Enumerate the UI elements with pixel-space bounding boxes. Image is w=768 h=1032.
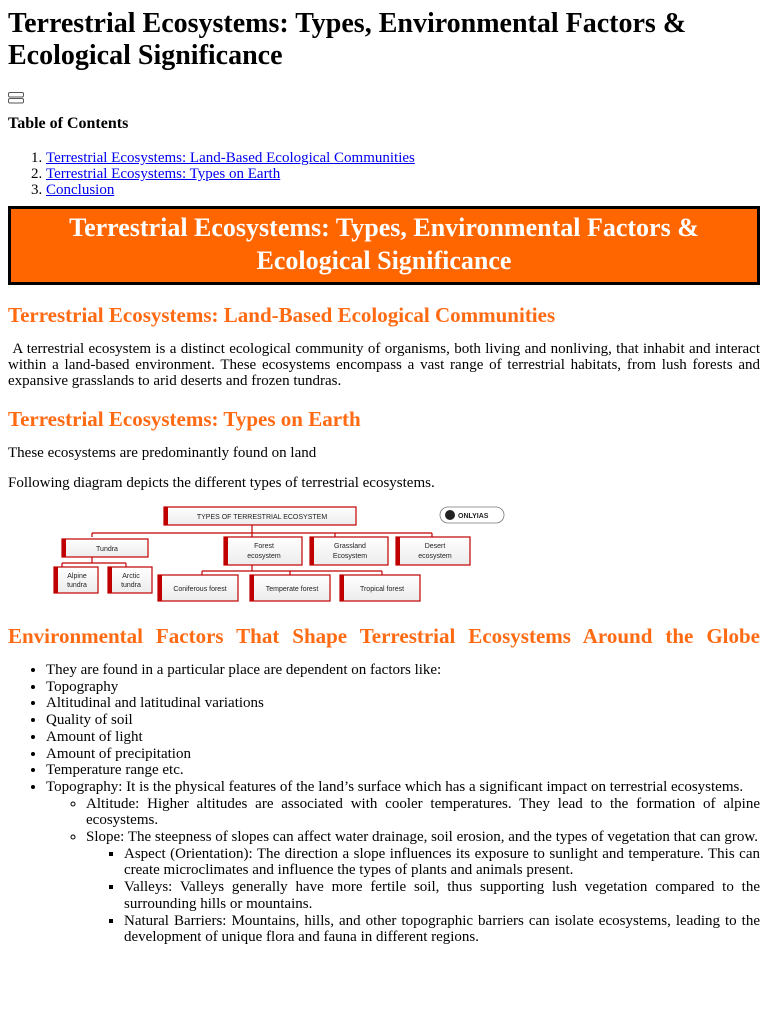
section-heading-land-based: Terrestrial Ecosystems: Land-Based Ecological Communities	[8, 303, 556, 327]
toc-toggle-icon[interactable]	[8, 92, 24, 104]
sub-list-item: ◦ Altitude: Higher altitudes are associated with cooler temperatures. They lead to the formation of alpine ecosystems.	[86, 796, 760, 829]
toc-link-types[interactable]: Terrestrial Ecosystems: Types on Earth	[46, 166, 281, 182]
subsub-list-item: ▪ Valleys: Valleys generally have more fertile soil, thus supporting lush vegetation compared to the surrounding hills or mountains.	[124, 879, 760, 912]
section-paragraph: A terrestrial ecosystem is a distinct ecological community of organisms, both living and nonliving, that inhabit and interact within a land-based environment. These ecosystems encompass a vast range of terrestrial habitats, from lush forests and expansive grasslands to arid deserts and frozen tundras.	[8, 341, 764, 389]
list-item: • Altitudinal and latitudinal variations	[46, 695, 760, 712]
label-arctic-1: Arctic	[122, 573, 140, 580]
label-coniferous: Coniferous forest	[173, 586, 227, 593]
sub-list-item-slope	[86, 829, 760, 946]
title-banner: Terrestrial Ecosystems: Types, Environmental Factors & Ecological Significance	[8, 206, 760, 285]
diagram-box-alpine	[54, 567, 98, 593]
list-item: • Amount of light	[46, 729, 760, 746]
label-arctic-2: tundra	[121, 582, 141, 589]
label-grassland-1: Grassland	[334, 543, 366, 550]
section-heading-factors	[8, 624, 760, 648]
label-tropical: Tropical forest	[359, 586, 405, 593]
paragraph-land: These ecosystems are predominantly found on land	[8, 445, 317, 461]
label-temperate: Temperate forest	[265, 586, 319, 593]
diagram-box-forest	[224, 537, 302, 565]
diagram-box-temperate	[250, 575, 330, 601]
subsub-list-item: ▪ Natural Barriers: Mountains, hills, and other topographic barriers can isolate ecosystems, leading to the development of unique flora and fauna in different regions.	[124, 913, 760, 946]
label-forest-1: Forest	[254, 543, 274, 550]
toc-item	[46, 166, 760, 182]
toc-link-land-based[interactable]: Terrestrial Ecosystems: Land-Based Ecological Communities	[46, 150, 415, 166]
diagram-box-coniferous	[158, 575, 238, 601]
list-item: • Quality of soil	[46, 712, 760, 729]
diagram-box-tundra	[62, 539, 148, 557]
sub-list	[46, 796, 760, 946]
label-forest-2: ecosystem	[247, 553, 281, 560]
label-alpine-1: Alpine	[67, 573, 87, 580]
toc-list	[8, 150, 760, 198]
diagram-box-arctic	[108, 567, 152, 593]
subsub-list-item: ▪ Aspect (Orientation): The direction a slope influences its exposure to sunlight and temperature. This can create microclimates and influence the types of plants and animals present.	[124, 846, 760, 879]
list-item: • They are found in a particular place are dependent on factors like:	[46, 662, 760, 679]
ecosystem-diagram	[52, 505, 512, 605]
section-heading-factors-text: Environmental Factors That Shape Terrestrial Ecosystems Around the Globe	[8, 624, 760, 648]
subsub-list	[86, 846, 760, 946]
page-title: Terrestrial Ecosystems: Types, Environmental Factors & Ecological Significance	[8, 8, 687, 71]
label-desert-1: Desert	[424, 543, 446, 550]
section-heading-types: Terrestrial Ecosystems: Types on Earth	[8, 407, 361, 431]
toc-link-conclusion[interactable]: Conclusion	[46, 182, 115, 198]
diagram-box-tropical	[340, 575, 420, 601]
list-item-topography	[46, 779, 760, 946]
list-item: • Temperature range etc.	[46, 762, 760, 779]
list-item: • Topography	[46, 679, 760, 696]
paragraph-diagram-intro: Following diagram depicts the different types of terrestrial ecosystems.	[8, 475, 435, 491]
article	[0, 8, 768, 946]
list-item-text: Topography: It is the physical features of the land’s surface which has a significant impact on terrestrial ecosystems.	[46, 778, 744, 795]
label-grassland-2: Ecosystem	[332, 553, 368, 560]
logo-text: ONLYIAS	[458, 513, 489, 520]
factors-list	[8, 662, 760, 946]
label-tundra: Tundra	[96, 546, 118, 553]
diagram-box-grassland	[310, 537, 388, 565]
diagram-root-label: TYPES OF TERRESTRIAL ECOSYSTEM	[196, 514, 328, 521]
sub-list-item-text: Slope: The steepness of slopes can affect water drainage, soil erosion, and the types of vegetation that can grow.	[86, 829, 759, 846]
toc-item	[46, 150, 760, 166]
label-desert-2: ecosystem	[418, 553, 452, 560]
list-item: • Amount of precipitation	[46, 746, 760, 763]
toc-heading: Table of Contents	[8, 115, 129, 132]
diagram-root-box	[164, 507, 356, 525]
toc-item	[46, 182, 760, 198]
label-alpine-2: tundra	[67, 582, 87, 589]
diagram-box-desert	[396, 537, 470, 565]
onlyias-logo	[440, 507, 504, 523]
